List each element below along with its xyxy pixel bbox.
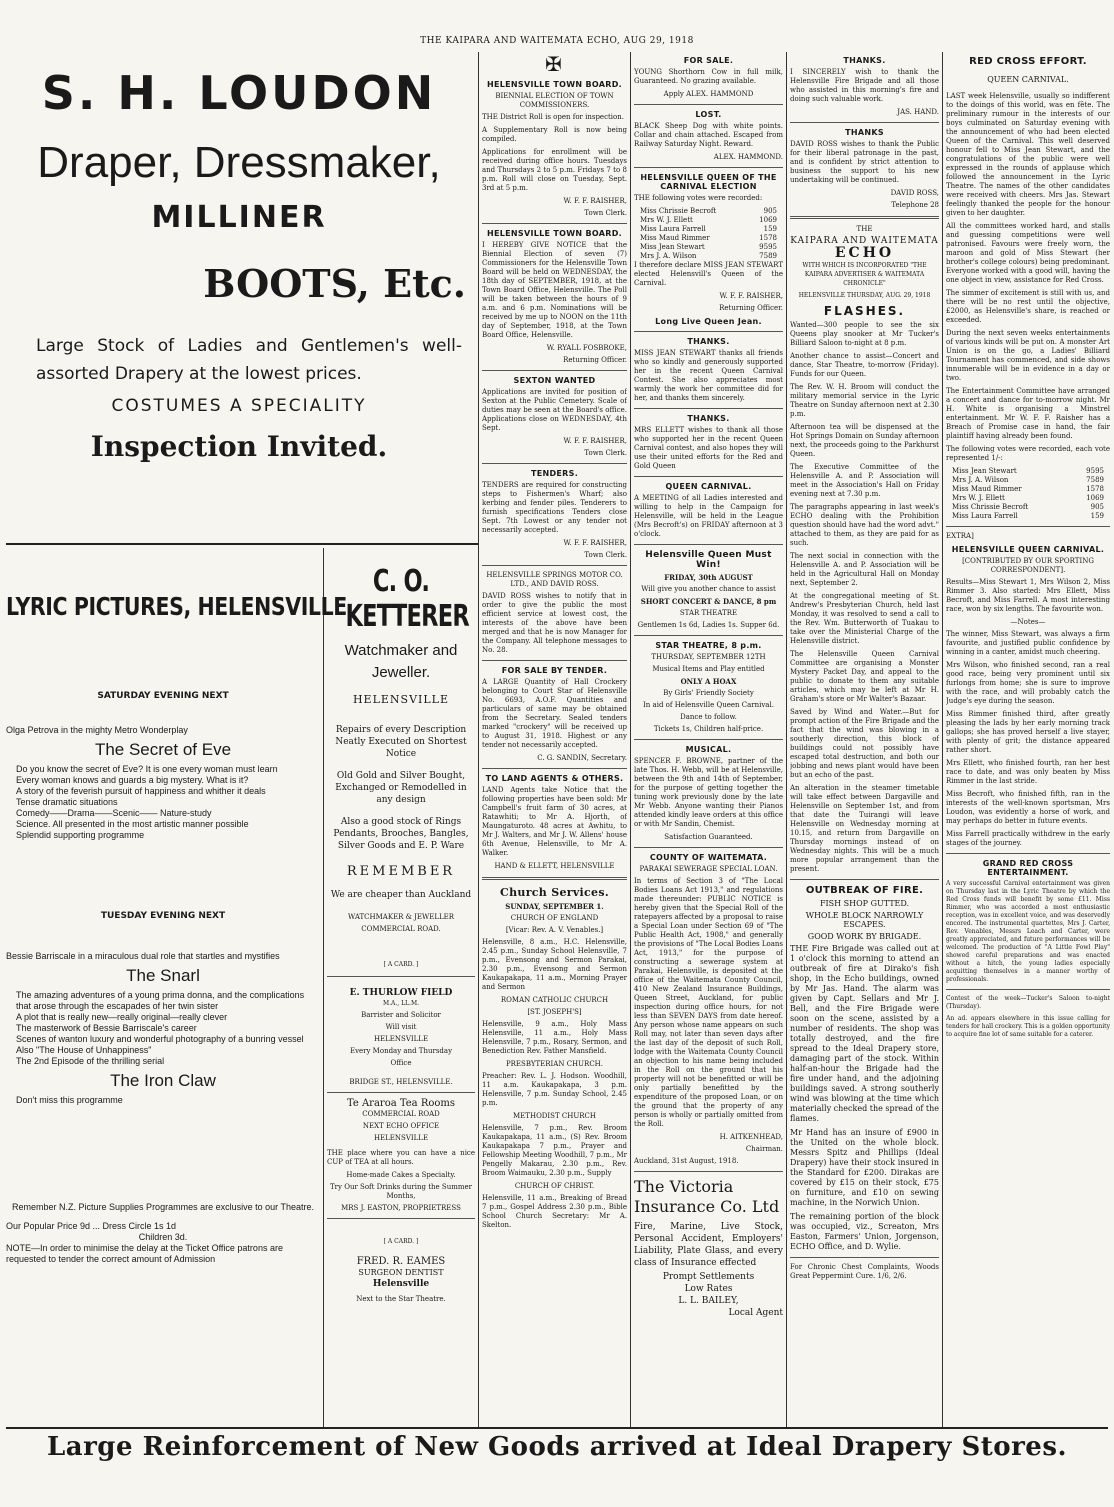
flashes-item: Another chance to assist—Concert and dance, Star Theatre, to-morrow (Friday). Funds for our Queen. xyxy=(790,352,939,378)
roll-text: Applications for enrollment will be received during office hours. Tuesdays and Thursdays 2 to 5 p.m. Fridays 7 to 8 p.m. Roll will close on Tuesday, Sept. 3rd at 5 p.m. xyxy=(482,148,627,192)
thanks-text: MISS JEAN STEWART thanks all friends who so kindly and generously supported her in the recent Queen Carnival Contest. She also appreciates most warmly the work her committee did for her, and thanks them sincerely. xyxy=(634,349,783,402)
lyric-tue-film: The Snarl xyxy=(126,966,200,985)
victoria-prompt: Prompt Settlements xyxy=(662,1272,755,1282)
ketterer-card: [ A CARD. ] xyxy=(383,961,419,968)
thanks-sign: DAVID ROSS, xyxy=(890,189,939,197)
win-date: FRIDAY, 30th AUGUST xyxy=(664,573,753,582)
queen-sign: W. F. F. RAISHER, xyxy=(719,292,783,300)
springs-text: DAVID ROSS wishes to notify that in order to give the public the most efficient service at lowest cost, the interests of the above have been merged and that he is now Manager for the Company. All telephone messages to No. 28. xyxy=(482,592,627,654)
lyric-line: Tense dramatic situations xyxy=(16,797,118,807)
lost-head: LOST. xyxy=(695,110,722,119)
victoria-name: The Victoria Insurance Co. Ltd xyxy=(634,1177,780,1216)
ketterer-town: HELENSVILLE xyxy=(352,693,450,706)
lyric-tue-intro: Bessie Barriscale in a miraculous dual role that startles and mystifies xyxy=(6,951,280,961)
red-cross-para: LAST week Helensville, usually so indifferent to the doings of this world, was en fête. The preliminary rumour in the interests of our boys culminated on Saturday evening with the announcement of who had been elected Queen of the Carnival. This well deserved honour fell to Miss Jean Stewart, and the congratulations of the public were well expressed in the rounds of applause which followed the announcement in the Lyric Theatre. The names of the other candidates were received with cheers. Mrs Jas. Stewart feelingly thanked the people for the honour given to her daughter. xyxy=(946,92,1110,217)
column-rule xyxy=(786,52,787,1427)
tenders-text: TENDERS are required for constructing steps to Fishermen's Wharf; also kerbing and fender piles. Tenderers to furnish specifications Tenders close Sept. 7th Lowest or any tender not necessarily accepted. xyxy=(482,481,627,534)
vote-row xyxy=(946,494,1110,503)
lyric-tue-film2: The Iron Claw xyxy=(110,1071,216,1090)
lyric-line: The amazing adventures of a young prima donna, and the complications that arose through the escapades of her twin sister xyxy=(16,990,305,1011)
raiser-sign: W. F. F. RAISHER, xyxy=(563,437,627,445)
lyric-prices: Our Popular Price 9d ... Dress Circle 1s 1d xyxy=(6,1221,177,1231)
vote-name: Miss Jean Stewart xyxy=(640,243,705,251)
ketterer-repairs: Repairs of every Description Neatly Executed on Shortest Notice xyxy=(335,725,467,759)
clerk-title: Town Clerk. xyxy=(584,449,627,457)
araroa-prop: MRS J. EASTON, PROPRIETRESS xyxy=(341,1204,461,1212)
lyric-line: Don't miss this programme xyxy=(16,1095,123,1105)
vote-row xyxy=(634,252,783,261)
red-cross-sub: QUEEN CARNIVAL. xyxy=(987,75,1069,84)
vote-row xyxy=(946,485,1110,494)
araroa-addr1: COMMERCIAL ROAD xyxy=(362,1110,440,1118)
victoria-agent: L. L. BAILEY, xyxy=(678,1296,739,1306)
lyric-note: NOTE—In order to minimise the delay at the Ticket Office patrons are requested to tender the correct amount of Admission xyxy=(6,1243,283,1264)
column-editorial xyxy=(790,52,939,1427)
araroa-town: HELENSVILLE xyxy=(373,1134,429,1142)
queen-declaration: I therefore declare MISS JEAN STEWART elected Helensvill's Queen of the Carnival. xyxy=(634,261,783,287)
lyric-line: A story of the feverish pursuit of happiness and whither it deals xyxy=(16,786,266,796)
forsale-text: YOUNG Shorthorn Cow in full milk, Guaranteed. No grazing available. xyxy=(634,68,783,85)
thanks-text: I SINCERELY wish to thank the Helensville Fire Brigade and all those who assisted in this morning's fire and doing such valuable work. xyxy=(790,68,939,103)
vote-count: 9595 xyxy=(1086,467,1104,475)
ketterer-address: WATCHMAKER & JEWELLER COMMERCIAL ROAD. xyxy=(347,913,455,933)
queen-intro: THE following votes were recorded: xyxy=(634,194,763,202)
returning-title: Returning Officer. xyxy=(563,356,627,364)
paper-incorporated: WITH WHICH IS INCORPORATED "THE KAIPARA ADVERTISER & WAITEMATA CHRONICLE" xyxy=(802,262,927,287)
win-text: Will give you another chance to assist xyxy=(641,585,776,593)
lyric-tuesday-head: TUESDAY EVENING NEXT xyxy=(100,911,226,921)
lyric-line: Comedy——Drama——Scenic—— Nature-study xyxy=(16,808,212,818)
red-cross-para: During the next seven weeks entertainments of various kinds will be put on. A monster Art Union is on the go, a Ladies' Billiard Tournament has commenced, and side shows innumerable will be in evidence in a day or two. xyxy=(946,329,1110,382)
section-rule xyxy=(6,1427,1108,1429)
red-cross-para: All the committees worked hard, and stalls and guessing competitions were well patronised. Favours were freely worn, the maroon and gold of Miss Stewart (her brother's college colours) being predominant. Everyone worked with a good will, having the one object in view, assistance for Red Cross. xyxy=(946,222,1110,284)
araroa-text: THE place where you can have a nice CUP of TEA at all hours. xyxy=(327,1149,475,1166)
lyric-sat-intro: Olga Petrova in the mighty Metro Wonderplay xyxy=(6,725,188,735)
ketterer-cheaper: We are cheaper than Auckland xyxy=(330,890,472,900)
star-text: Musical Items and Play entitled xyxy=(652,665,765,673)
vote-name: Miss Jean Stewart xyxy=(952,467,1017,475)
carnival-text: A MEETING of all Ladies interested and willing to help in the Campaign for Helensville, will be held in the League (Mrs Becroft's) on FRIDAY afternoon at 3 o'clock. xyxy=(634,494,783,538)
lyric-nz: Remember N.Z. Picture Supplies Programmes are exclusive to our Theatre. xyxy=(12,1202,314,1212)
paper-date: HELENSVILLE THURSDAY, AUG. 29, 1918 xyxy=(798,292,931,299)
flashes-item: The next social in connection with the Helensville A. and P. Association will be held in the Agricultural Hall on Monday next, September 2. xyxy=(790,552,939,587)
star-play: ONLY A HOAX xyxy=(680,677,737,686)
parakai-date: Auckland, 31st August, 1918. xyxy=(634,1157,739,1165)
vote-count: 7589 xyxy=(1086,476,1104,484)
victoria-low: Low Rates xyxy=(684,1284,733,1294)
sale-tender-text: A LARGE Quantity of Hall Crockery belonging to Court Star of Helensville No. 6693, A.O.F. Quantities and particulars of same may be obtained from the Secretary. Sealed tenders marked "crockery" will be received up to August 31, 1918. Highest or any tender not necessarily accepted. xyxy=(482,678,627,749)
column-rule xyxy=(478,52,479,1427)
lyric-ad xyxy=(6,548,347,1380)
carnival-head: QUEEN CARNIVAL. xyxy=(665,482,752,491)
field-town: HELENSVILLE xyxy=(373,1035,429,1043)
fire-text: The remaining portion of the block was occupied, viz., Screaton, Mrs Easton, Farmers' Union, Jorgenson, ECHO Office, and D. Wylie. xyxy=(790,1212,939,1251)
sexton-text: Applications are invited for position of Sexton at the Public Cemetery. Scale of duties may be seen at the Board's office. Applications close on WEDNESDAY, 4th Sept. xyxy=(482,388,627,432)
thanks-tel: Telephone 28 xyxy=(891,201,939,209)
loudon-draper: Draper, Dressmaker, xyxy=(37,138,441,187)
eames-where: Next to the Star Theatre. xyxy=(356,1295,446,1303)
win-admission: Gentlemen 1s 6d, Ladies 1s. Supper 6d. xyxy=(637,621,780,629)
vote-row xyxy=(634,225,783,234)
lyric-children: Children 3d. xyxy=(138,1232,188,1242)
bottom-banner: Large Reinforcement of New Goods arrived at Ideal Drapery Stores. xyxy=(46,1432,1068,1462)
araroa-name: Te Araroa Tea Rooms xyxy=(346,1098,456,1109)
note-item: Mrs Wilson, who finished second, ran a real good race, being very prominent until six furlongs from home; she is sure to improve with the race, and will probably catch the Judge's eye during the season. xyxy=(946,661,1110,705)
grand-text: A very successful Carnival entertainment was given on Thursday last in the Lyric Theatre by which the Red Cross funds will benefit by some £11. Miss Rimmer, who was accorded a most enthusiastic reception, was in excellent voice, and was deservedly encored. The instrumental quartettes, Mrs J. Carter, Rev. Venables, Messrs Leach and Carter, were greatly appreciated, and future performances will be welcomed. The production of "A Little Fowl Play" showed careful preparations and was enacted without a hitch, the young ladies especially acquitting themselves in a manner worthy of professionals. xyxy=(946,880,1110,983)
clerk-title: Town Clerk. xyxy=(584,551,627,559)
forsale-sign: Apply ALEX. HAMMOND xyxy=(663,90,754,98)
araroa-cakes: Home-made Cakes a Specialty. xyxy=(346,1171,456,1179)
eames-card: [ A CARD. ] xyxy=(383,1238,419,1245)
vote-name: Mrs J. A. Wilson xyxy=(640,252,697,260)
flashes-item: The Executive Committee of the Helensville A. and P. Association will meet in the Association's Hall on Friday evening next at 7.30 p.m. xyxy=(790,463,939,498)
vote-name: Miss Maud Rimmer xyxy=(640,234,710,242)
note-item: Miss Rimmer finished third, after greatly pleasing the lads by her early morning track gallops; she has proved herself a live stayer, with plenty of grit; the distance appeared rather short. xyxy=(946,710,1110,754)
fire-sub: WHOLE BLOCK NARROWLY ESCAPES. xyxy=(805,911,924,929)
lyric-line: Also "The House of Unhappiness" xyxy=(16,1045,152,1055)
field-quals: M.A., LL.M. xyxy=(382,1000,420,1007)
fosbroke-sign: W. RYALL FOSBROKE, xyxy=(546,344,627,352)
masthead: THE KAIPARA AND WAITEMATA ECHO, AUG 29, 1918 xyxy=(420,36,694,46)
thanks-text: DAVID ROSS wishes to thank the Public for their liberal patronage in the past, and is confident by strict attention to business the support to his new undertaking will be continued. xyxy=(790,140,939,184)
vote-row xyxy=(946,503,1110,512)
lyric-line: The 2nd Episode of the thrilling serial xyxy=(16,1056,165,1066)
musical-sat: Satisfaction Guaranteed. xyxy=(664,833,753,841)
hand-ellett: HAND & ELLETT, HELENSVILLE xyxy=(494,862,615,870)
note-item: Miss Becroft, who finished fifth, ran in the interests of the well-known sportsman, Mrs Loudon, was evidently a horse of work, and may perhaps do better in future events. xyxy=(946,790,1110,825)
musical-head: MUSICAL. xyxy=(685,745,732,754)
extra-label: EXTRA] xyxy=(946,532,974,540)
sexton-head: SEXTON WANTED xyxy=(513,376,596,385)
town-board-crest-icon: ✠ xyxy=(545,52,564,76)
ketterer-column xyxy=(327,556,475,1426)
araroa-drinks: Try Our Soft Drinks during the Summer Months, xyxy=(330,1183,472,1200)
vote-row xyxy=(634,207,783,216)
flashes-item: The Helensville Queen Carnival Committee are organising a Monster Mystery Packet Day, and appeal to the public to donate to them any suitable articles, which may be left at Mr H. Graham's store or Mr Walter's Bazaar. xyxy=(790,650,939,703)
ketterer-stock: Also a good stock of Rings Pendants, Brooches, Bangles, Silver Goods and E. P. Ware xyxy=(333,817,469,851)
loudon-invited: Inspection Invited. xyxy=(90,430,388,463)
note-item: The winner, Miss Stewart, was always a firm favourite, and justified public confidence by winning in a canter, amidst much cheering. xyxy=(946,630,1110,656)
parakai-head: PARAKAI SEWERAGE SPECIAL LOAN. xyxy=(639,865,778,873)
column-rule xyxy=(942,52,943,1427)
county-head: COUNTY OF WAITEMATA. xyxy=(649,853,768,862)
field-street: BRIDGE ST., HELENSVILLE. xyxy=(349,1078,453,1086)
vote-count: 159 xyxy=(1090,512,1104,520)
red-cross-para: The following votes were recorded, each vote represented 1/-: xyxy=(946,445,1110,462)
vote-count: 1578 xyxy=(759,234,777,242)
queen-election-head: HELENSVILLE QUEEN OF THE CARNIVAL ELECTION xyxy=(640,173,777,191)
vote-name: Miss Laura Farrell xyxy=(640,225,706,233)
musical-text: SPENCER F. BROWNE, partner of the late Thos. H. Webb, will be at Helensville, between the 9th and 14th of September, for the purpose of getting together the tuning work previously done by the late Mr Webb. Anyone wanting their Pianos attended kindly leave orders at this office or with Mr Sandin, Chemist. xyxy=(634,757,783,828)
note-item: Miss Farrell practically withdrew in the early stages of the journey. xyxy=(946,830,1110,847)
star-by: By Girls' Friendly Society xyxy=(663,689,754,697)
star-tickets: Tickets 1s, Children half-price. xyxy=(653,725,764,733)
raiser-sign: W. F. F. RAISHER, xyxy=(563,539,627,547)
vote-name: Miss Maud Rimmer xyxy=(952,485,1022,493)
town-board-2-head: HELENSVILLE TOWN BOARD. xyxy=(487,229,622,238)
fire-text: THE Fire Brigade was called out at 1 o'clock this morning to attend an outbreak of fire at Dirako's fish shop, in the Echo buildings, owned by Mr Jas. Hand. The alarm was given by Capt. Sellars and Mr J. Bell, and the Fire Brigade were soon on the scene, assisted by a number of residents. The shop was totally destroyed, and the fire spread to the Ideal Drapery store, damaging part of the stock. Within half-an-hour the Brigade had the fire under hand, and the adjoining buildings saved. A strong southerly wind was blowing at the time which materially checked the spread of the flames. xyxy=(790,944,939,1123)
vote-row xyxy=(946,467,1110,476)
vote-row xyxy=(634,216,783,225)
paper-the: THE xyxy=(856,225,873,233)
column-rule xyxy=(323,548,324,1427)
meth-text: Helensville, 7 p.m., Rev. Broom Kaukapakapa, 11 a.m., (S) Rev. Broom Kaukapakapa 7 p.m., Prayer and Fellowship Meeting Woodhill, 7 p.m., Mr Pengelly Makarau, 2.30 p.m., Rev. Broom Waimauku, 2.30 p.m., Supply xyxy=(482,1124,627,1177)
loudon-costumes: COSTUMES A SPECIALITY xyxy=(111,396,367,416)
vote-count: 1578 xyxy=(1086,485,1104,493)
loudon-ad xyxy=(6,52,472,540)
section-rule xyxy=(6,543,478,545)
loudon-boots: BOOTS, Etc. xyxy=(203,261,466,306)
notes-label: —Notes— xyxy=(1010,618,1046,626)
victoria-text: Fire, Marine, Live Stock, Personal Accident, Employers' Liability, Plate Glass, and every class of Insurance effected xyxy=(634,1222,783,1268)
win-head: Helensville Queen Must Win! xyxy=(645,550,772,570)
land-agents-head: TO LAND AGENTS & OTHERS. xyxy=(485,774,624,783)
tenders-head: TENDERS. xyxy=(530,469,579,478)
vote-name: Miss Laura Farrell xyxy=(952,512,1018,520)
red-cross-para: The simmer of excitement is still with us, and there will be no rest until the objective, £2000, as Helensville's share, is reached or exceeded. xyxy=(946,289,1110,324)
victoria-local: Local Agent xyxy=(728,1308,783,1318)
coe-text: Helensville, 8 a.m., H.C. Helensville, 2.45 p.m., Sunday School Helensville, 7 p.m., Evensong and Sermon Parakai, 2.30 p.m., Evensong and Sermon Kaukapakapa, 11 a.m., Morning Prayer and Sermon xyxy=(482,938,627,991)
flashes-item: The Rev. W. H. Broom will conduct the military memorial service in the Lyric Theatre on Sunday afternoon next at 2.30 p.m. xyxy=(790,383,939,418)
clerk-title: Town Clerk. xyxy=(584,209,627,217)
pres-head: PRESBYTERIAN CHURCH. xyxy=(505,1060,604,1068)
springs-head: HELENSVILLE SPRINGS MOTOR CO. LTD., AND DAVID ROSS. xyxy=(486,571,623,588)
thanks-sign: JAS. HAND. xyxy=(897,108,939,116)
thanks-head: THANKS xyxy=(845,128,884,137)
loudon-text: Large Stock of Ladies and Gentlemen's well-assorted Drapery at the lowest prices. xyxy=(36,336,462,384)
land-agents-text: LAND Agents take Notice that the following properties have been sold: Mr Campbell's fruit farm of 30 acres, at Ratawhiti; to Mr A. Hjorth, of Maungaturoto. 48 acres at Awhitu, to Mr J. Walters, and Mr J. W. Allens' house 6th Avenue, Helensville, to Mr A. Walker. xyxy=(482,786,627,857)
flashes-item: The paragraphs appearing in last week's ECHO dealing with the Prohibition question should have had the word advt." attached to them, as they are paid for as such. xyxy=(790,503,939,547)
church-sunday: SUNDAY, SEPTEMBER 1. xyxy=(505,902,604,911)
eames-role: SURGEON DENTIST xyxy=(358,1268,444,1277)
column-notices xyxy=(634,52,783,1427)
rc-head: ROMAN CATHOLIC CHURCH xyxy=(500,996,609,1004)
queen-votes-table xyxy=(634,207,783,261)
grand-head: GRAND RED CROSS ENTERTAINMENT. xyxy=(982,859,1074,877)
vote-row xyxy=(634,243,783,252)
lyric-line: Splendid supporting programme xyxy=(16,830,145,840)
win-star: STAR THEATRE xyxy=(679,609,738,617)
loudon-milliner: MILLINER xyxy=(151,200,327,235)
roll-text: THE District Roll is open for inspection. xyxy=(482,113,624,121)
star-date: THURSDAY, SEPTEMBER 12TH xyxy=(651,653,766,661)
thanks-text: MRS ELLETT wishes to thank all those who supported her in the recent Queen Carnival contest, and also hopes they will use their united efforts for the Red and Gold Queen xyxy=(634,426,783,470)
fire-sub: GOOD WORK BY BRIGADE. xyxy=(807,932,922,941)
lost-sign: ALEX. HAMMOND. xyxy=(713,153,783,161)
forsale-head: FOR SALE. xyxy=(683,56,734,65)
paper-echo: ECHO xyxy=(834,245,895,261)
lyric-line: Scenes of wanton luxury and wonderful photography of a bunring vessel xyxy=(16,1034,304,1044)
field-role: Barrister and Solicitor xyxy=(361,1011,441,1019)
vote-name: Mrs J. A. Wilson xyxy=(952,476,1009,484)
rc-text: Helensville, 9 a.m., Holy Mass Helensville, 11 a.m., Holy Mass Helensville, 7 p.m., Rosary, Sermon, and Benediction Rev. Father Mansfield. xyxy=(482,1020,627,1055)
fire-head: OUTBREAK OF FIRE. xyxy=(805,885,924,896)
adnote-text: An ad. appears elsewhere in this issue calling for tenders for hall crockery. This is a golden opportunity to acquire fine lot of same suitable for a caterer. xyxy=(946,1015,1110,1038)
column-red-cross xyxy=(946,52,1110,1427)
vote-count: 1069 xyxy=(1086,494,1104,502)
parakai-chair: Chairman. xyxy=(745,1145,783,1153)
christ-head: CHURCH OF CHRIST. xyxy=(514,1182,595,1190)
star-aid: In aid of Helensville Queen Carnival. xyxy=(643,701,774,709)
coe-vicar: [Vicar: Rev. A. V. Venables.] xyxy=(505,926,604,934)
vote-count: 9595 xyxy=(759,243,777,251)
flashes-head: FLASHES. xyxy=(823,304,906,318)
ketterer-trade: Watchmaker and Jeweller. xyxy=(344,642,458,681)
vote-count: 7589 xyxy=(759,252,777,260)
star-dance: Dance to follow. xyxy=(680,713,737,721)
town-board-head: HELENSVILLE TOWN BOARD. xyxy=(487,80,622,89)
vote-count: 1069 xyxy=(759,216,777,224)
vote-row xyxy=(946,512,1110,521)
lyric-line: Do you know the secret of Eve? It is one every woman must learn xyxy=(16,764,278,774)
loudon-name: S. H. LOUDON xyxy=(41,66,437,120)
vote-count: 159 xyxy=(763,225,777,233)
lyric-sat-film: The Secret of Eve xyxy=(94,740,232,759)
church-head: Church Services. xyxy=(500,886,609,899)
sandin-sign: C. G. SANDIN, Secretary. xyxy=(537,754,627,762)
hqc-head: HELENSVILLE QUEEN CARNIVAL. xyxy=(951,545,1105,554)
lyric-saturday-head: SATURDAY EVENING NEXT xyxy=(97,691,229,701)
raiser-sign: W. F. F. RAISHER, xyxy=(563,197,627,205)
red-cross-head: RED CROSS EFFORT. xyxy=(969,56,1087,67)
column-rule xyxy=(630,52,631,1427)
vote-row xyxy=(634,234,783,243)
ketterer-remember: REMEMBER xyxy=(346,864,456,879)
meth-head: METHODIST CHURCH xyxy=(513,1112,596,1120)
biennial-head: BIENNIAL ELECTION OF TOWN COMMISSIONERS. xyxy=(495,92,614,109)
red-cross-para: The Entertainment Committee have arranged a concert and dance for to-morrow night. Mr H. White is organising a Minstrel entertainment. Mr W. F. F. Raisher has a Breach of Promise case in hand, the fair plaintiff having already been found. xyxy=(946,387,1110,440)
column-town-board xyxy=(482,52,627,1427)
vote-name: Miss Chrissie Becroft xyxy=(640,207,717,215)
parakai-sign: H. AITKENHEAD, xyxy=(719,1133,783,1141)
ketterer-gold: Old Gold and Silver Bought, Exchanged or Remodelled in any design xyxy=(335,771,467,805)
lyric-line: Every woman knows and guards a big mystery. What is it? xyxy=(16,775,249,785)
paper-name: KAIPARA AND WAITEMATA xyxy=(790,236,939,246)
vote-count: 905 xyxy=(763,207,777,215)
woods-ad: For Chronic Chest Complaints, Woods Great Peppermint Cure. 1/6, 2/6. xyxy=(790,1263,939,1280)
fire-sub: FISH SHOP GUTTED. xyxy=(819,899,910,908)
roll-text: A Supplementary Roll is now being compiled. xyxy=(482,126,627,143)
lost-text: BLACK Sheep Dog with white points. Collar and chain attached. Escaped from Railway Saturday Night. Reward. xyxy=(634,122,783,148)
coe-head: CHURCH OF ENGLAND xyxy=(510,914,599,922)
parakai-text: In terms of Section 3 of "The Local Bodies Loans Act 1913," and regulations made thereunder: PUBLIC NOTICE is hereby given that the Special Roll of the ratepayers affected by a proposal to raise a Special Loan under Section 69 of "The Public Health Act, 1908," and generally the provisions of "The Local Bodies Loans Act, 1913," for the purpose of constructing a sewerage system at Parakai, Helensville, is deposited at the office of the Waitemata County Council, 410 New Zealand Insurance Buildings, Queen Street, Auckland, for public inspection during office hours, for not less than SEVEN DAYS from date hereof. Any person whose name appears on such Roll may, not later than seven days after the last day of the deposit of such Roll, lodge with the Waitemata County Council an objection to his name being included in the Roll on the ground that his property will not be benefitted or will be only partially benefitted by the expenditure of the proposed Loan, or on the ground that the property of any person is wholly or partially omitted from the Roll. xyxy=(634,877,783,1128)
flashes-item: Saved by Wind and Water.—But for prompt action of the Fire Brigade and the fact that the wind was blowing in a southerly direction, this block of buildings could not possibly have escaped total destruction, and both our jobbing and news plant would have been but an echo of the past. xyxy=(790,708,939,779)
araroa-addr2: NEXT ECHO OFFICE xyxy=(362,1122,440,1130)
note-item: Mrs Ellett, who finished fourth, ran her best race to date, and was only beaten by Miss Rimmer in the last stride. xyxy=(946,759,1110,785)
field-name: E. THURLOW FIELD xyxy=(349,988,453,998)
christ-text: Helensville, 11 a.m., Breaking of Bread 7 p.m., Gospel Address 2.30 p.m., Bible School Church Secretary: Mr A. Skelton. xyxy=(482,1194,627,1229)
win-short: SHORT CONCERT & DANCE, 8 pm xyxy=(640,597,777,606)
pres-text: Preacher: Rev. L. J. Hodson. Woodhill, 11 a.m. Kaukapakapa, 3 p.m. Helensville, 7 p.m. Sunday School, 2.45 p.m. xyxy=(482,1072,627,1107)
lyric-title: LYRIC PICTURES, HELENSVILLE xyxy=(6,592,347,621)
thanks-head: THANKS. xyxy=(687,414,730,423)
contest-text: Contest of the week—Tucker's Saloon to-night (Thursday). xyxy=(946,995,1110,1010)
flashes-item: Wanted—300 people to see the six Queens play snooker at Mr Tucker's Billiard Saloon to-night at 8 p.m. xyxy=(790,321,939,347)
contrib: [CONTRIBUTED BY OUR SPORTING CORRESPONDENT]. xyxy=(962,557,1094,574)
town-board-2-text: I HEREBY GIVE NOTICE that the Biennial Election of seven (7) Commissioners for the Helensville Town Board will be held on WEDNESDAY, the 18th day of SEPTEMBER, 1918, at the Town Board Office, Helensville. The Poll will be taken between the hours of 9 a.m. and 6 p.m. Nominations will be received by me up to NOON on the 11th day of September, 1918, at the Town Board Office, Helensville. xyxy=(482,241,627,339)
vote-count: 905 xyxy=(1090,503,1104,511)
flashes-item: At the congregational meeting of St. Andrew's Presbyterian Church, held last Monday, it was resolved to send a call to the Rev. Wm. Butterworth of Tuakau to take over the Ministerial Charge of the Helensville district. xyxy=(790,592,939,645)
queen-ro: Returning Officer. xyxy=(719,304,783,312)
long-live: Long Live Queen Jean. xyxy=(655,317,762,326)
rc-st: [ST. JOSEPH'S] xyxy=(527,1008,582,1016)
thanks-head: THANKS. xyxy=(687,337,730,346)
flashes-item: Afternoon tea will be dispensed at the Hot Springs Domain on Sunday afternoon next, the proceeds going to the Parkhurst Queen. xyxy=(790,423,939,458)
field-office: Office xyxy=(390,1059,412,1067)
ketterer-name: C. O. KETTERER xyxy=(345,564,469,634)
sale-tender-head: FOR SALE BY TENDER. xyxy=(501,666,608,675)
field-visit: Will visit xyxy=(385,1023,417,1031)
eames-name: FRED. R. EAMES xyxy=(356,1256,446,1267)
flashes-item: An alteration in the steamer timetable will take effect between Dargaville and Helensville on September 1st, and from that date the Tuirangi will leave Helensville on Wednesday morning at 10.15, and return from Dargaville on Thursday mornings instead of on Wednesday nights. This will be a much more popular arrangement than the present. xyxy=(790,784,939,873)
fire-text: Mr Hand has an insure of £900 in the United on the whole block. Messrs Spitz and Phillips (Ideal Drapery) have their stock insured in the Standard for £200. Dirakas are covered by £15 on their stock, £75 on furniture, and £10 on sewing machine, in the Norwich Union. xyxy=(790,1128,939,1207)
field-days: Every Monday and Thursday xyxy=(349,1047,453,1055)
lyric-line: A plot that is really new—really original—really clever xyxy=(16,1012,228,1022)
lyric-line: Science. All presented in the most artistic manner possible xyxy=(16,819,249,829)
eames-town: Helensville xyxy=(372,1279,430,1289)
vote-row xyxy=(946,476,1110,485)
star-head: STAR THEATRE, 8 p.m. xyxy=(655,641,762,650)
vote-name: Miss Chrissie Becroft xyxy=(952,503,1029,511)
red-cross-votes-table xyxy=(946,467,1110,521)
results: Results—Miss Stewart 1, Mrs Wilson 2, Miss Rimmer 3. Also started: Mrs Ellett, Miss Becroft, and Miss Farrell. A most interesting race, won by six lengths. The favourite won. xyxy=(946,578,1110,613)
vote-name: Mrs W. J. Ellett xyxy=(952,494,1005,502)
vote-name: Mrs W. J. Ellett xyxy=(640,216,693,224)
thanks-head: THANKS. xyxy=(843,56,886,65)
lyric-line: The masterwork of Bessie Barriscale's career xyxy=(16,1023,197,1033)
